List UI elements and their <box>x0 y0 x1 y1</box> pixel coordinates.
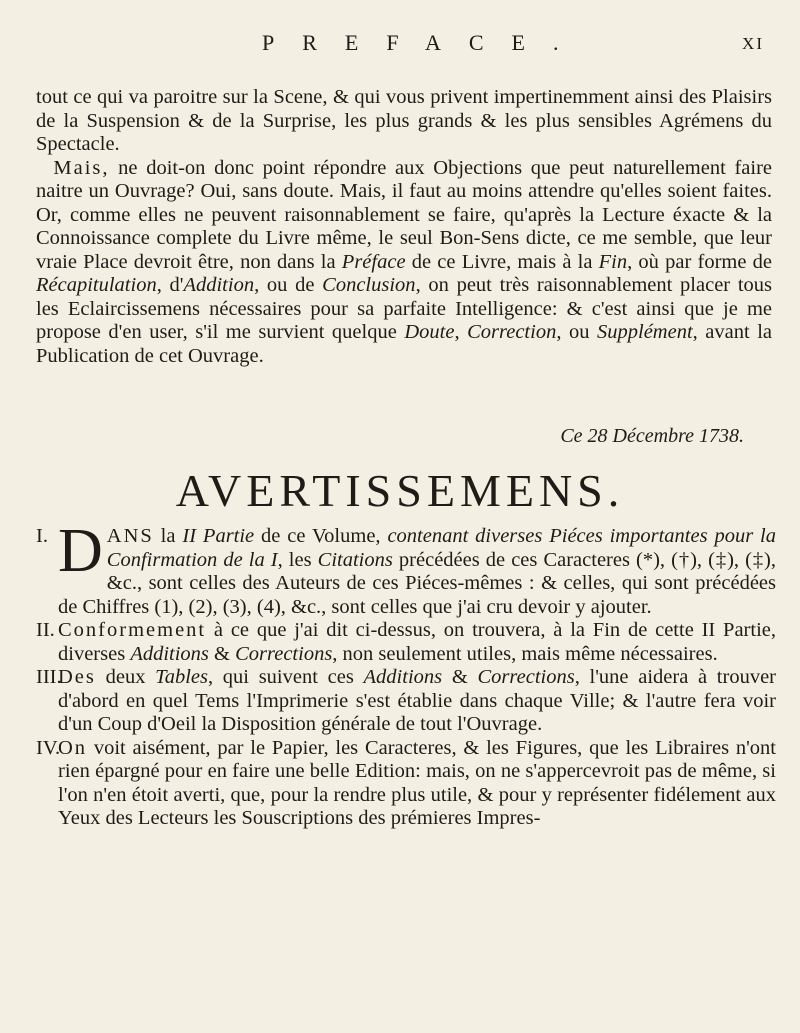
italic-run: Récapitulation <box>36 274 157 296</box>
italic-run: contenant diverses Piéces importantes pour la Confirmation de la I <box>106 525 777 571</box>
notice-item <box>36 517 777 619</box>
text-run: , avant la Publication de cet Ouvrage. <box>36 321 773 367</box>
text-run: , d' <box>156 274 184 296</box>
paragraph-2 <box>36 157 772 369</box>
text-run: précédées de ces Caracteres (*), (†), (‡), (‡), &c., sont celles des Auteurs de ces Piéces-mêmes : & celles, qui sont précédées de Chiffres (1), (2), (3), (4), &c., sont celles que j'ai cru devoir y ajouter. <box>58 548 777 618</box>
text-run: On <box>58 736 88 759</box>
italic-run: Tables <box>155 666 208 688</box>
text-run: , ou <box>556 321 597 343</box>
item-number: IV. <box>36 736 61 759</box>
italic-run: Additions <box>363 666 443 688</box>
text-run: , non seulement utiles, mais même nécessaires. <box>332 642 718 665</box>
text-run: , où par forme de <box>627 250 772 273</box>
italic-run: Additions <box>130 642 209 665</box>
item-number: II. <box>36 619 55 641</box>
text-run: Conformement <box>58 619 207 641</box>
text-run: , l'une aidera à trouver d'abord en quel Tems l'Imprimerie s'est établie dans chaque Ville; & l'autre fera voir d'un Coup d'Oeil la Disposition générale de tout l'Ouvrage. <box>58 666 777 735</box>
text-run: , les <box>277 548 318 571</box>
italic-run: Correction <box>467 321 557 343</box>
text-run: deux <box>95 666 156 688</box>
text-run: & <box>442 666 478 688</box>
running-head <box>0 18 800 58</box>
italic-run: Addition <box>183 274 255 296</box>
italic-run: Supplément <box>597 321 693 343</box>
italic-run: Préface <box>341 250 406 273</box>
italic-run: Doute <box>404 321 455 343</box>
text-run: , qui suivent ces <box>207 666 364 688</box>
italic-run: Conclusion <box>322 274 416 296</box>
paragraph-1: tout ce qui va paroitre sur la Scene, & qui vous privent impertinemment ainsi des Plaisirs de la Suspension & de la Surprise, les plus grands & les plus sensibles Agrémens du Spectacle. <box>36 86 772 155</box>
text-run: ANS <box>106 525 154 547</box>
text-run: ne doit-on donc point répondre aux Objections que peut naturellement faire naitre un Ouvrage? Oui, sans doute. Mais, il faut au moins attendre qu'elles soient faites. Or, comme elles ne peuvent raisonnablement se faire, qu'après la Lecture éxacte & la Connoissance complete du Livre même, le seul Bon-Sens dicte, ce me semble, que leur vraie Place devroit être, non dans la <box>36 156 772 273</box>
text-run: de ce Livre, mais à la <box>405 250 599 273</box>
italic-run: Corrections <box>235 642 333 665</box>
notice-item <box>36 737 776 831</box>
preface-date: Ce 28 Décembre 1738. <box>560 425 744 447</box>
text-run: à ce que j'ai dit ci-dessus, on trouvera, à la Fin de cette II Partie, diverses <box>58 619 776 665</box>
preface-text <box>36 86 772 368</box>
italic-run: Citations <box>317 548 393 571</box>
drop-cap: D <box>58 517 103 585</box>
italic-run: II Partie <box>182 525 255 547</box>
text-run: , on peut très raisonnablement placer tous les Eclaircissemens nécessaires pour sa parfaite Intelligence: & c'est ainsi que je me propose d'en user, s'il me survient quelque <box>36 274 772 343</box>
notice-list <box>36 517 777 831</box>
item-number: I. <box>36 525 48 547</box>
italic-run: Corrections <box>477 666 575 688</box>
section-heading: AVERTISSEMENS. <box>175 465 625 516</box>
running-head-title: PREFACE. <box>262 30 587 55</box>
text-run: , ou de <box>254 274 323 296</box>
notice-item <box>36 619 776 666</box>
text-run: , <box>454 321 468 343</box>
text-run: de ce Volume, <box>254 525 388 547</box>
paragraph-2-lead: Mais, <box>53 156 110 179</box>
text-run: la <box>153 525 183 547</box>
text-run: voit aisément, par le Papier, les Caracteres, & les Figures, que les Libraires n'ont rien épargné pour en faire une belle Edition: mais, on ne s'appercevroit pas de même, si l'on n'en étoit averti, que, pour la rendre plus utile, & pour y représenter fidélement aux Yeux des Lecteurs les Souscriptions des prémieres Impres- <box>58 736 776 829</box>
page-number: XI <box>742 34 764 53</box>
item-number: III. <box>36 666 62 688</box>
italic-run: Fin <box>598 250 628 273</box>
text-run: & <box>208 642 236 665</box>
text-run: Des <box>58 666 96 688</box>
notice-item <box>36 666 776 737</box>
